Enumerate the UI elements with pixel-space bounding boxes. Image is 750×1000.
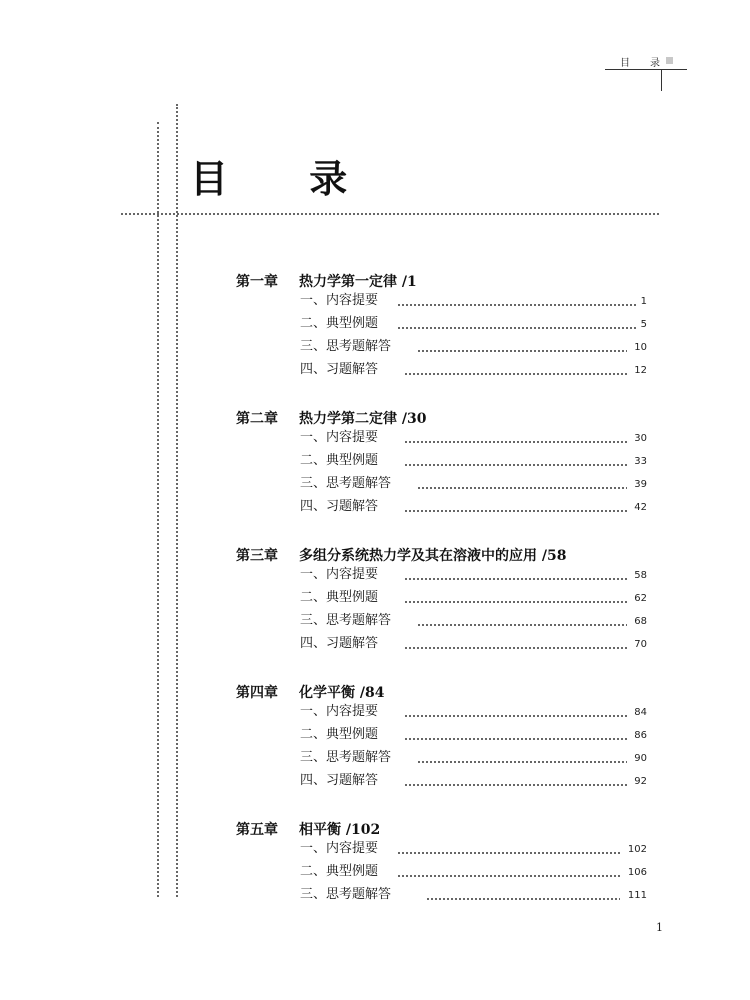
chapter-number: 第四章 [236,685,278,701]
chapter-number: 第一章 [236,274,278,290]
toc-entry-page: 92 [634,776,647,787]
toc-entry-label: 三、思考题解答 [300,750,392,765]
chapter-heading[interactable] [236,682,384,702]
toc-entry-page: 39 [634,479,647,490]
toc-entry-label: 四、习题解答 [300,773,379,788]
dot-leader [417,338,627,356]
toc-entry-label: 一、内容提要 [300,430,379,445]
chapter-title: 热力学第二定律 /30 [299,411,427,427]
toc-entry-label: 三、思考题解答 [300,613,392,628]
toc-entry-label: 四、习题解答 [300,636,379,651]
dot-leader [404,566,627,584]
dot-leader [426,886,620,904]
toc-entry-page: 106 [627,867,647,878]
toc-entry-label: 四、习题解答 [300,499,379,514]
dot-leader [404,429,627,447]
dot-leader [404,726,627,744]
toc-entry-page: 1 [640,296,647,307]
toc-entry-page: 90 [634,753,647,764]
dot-leader [404,703,627,721]
chapter-title: 多组分系统热力学及其在溶液中的应用 /58 [299,548,567,564]
dot-leader [397,863,620,881]
chapter-number: 第五章 [236,822,278,838]
toc-entry-label: 三、思考题解答 [300,339,392,354]
header-rule [605,69,687,70]
dot-leader [404,498,627,516]
chapter-title: 热力学第一定律 /1 [299,274,417,290]
toc-entry-page: 86 [634,730,647,741]
toc-entry-page: 33 [634,456,647,467]
toc-entry-label: 二、典型例题 [300,316,379,331]
dot-leader [397,292,637,310]
toc-entry-label: 二、典型例题 [300,727,379,742]
dotted-vertical-line-outer [157,122,159,897]
dotted-vertical-line-inner [176,104,178,897]
dotted-horizontal-line [121,213,659,215]
running-header-right: 录 [650,58,660,69]
chapter-number: 第三章 [236,548,278,564]
dot-leader [417,612,627,630]
dot-leader [404,361,627,379]
chapter-title: 相平衡 /102 [299,822,381,838]
toc-entry-label: 一、内容提要 [300,704,379,719]
toc-entry-page: 30 [634,433,647,444]
toc-entry-label: 二、典型例题 [300,590,379,605]
toc-entry-page: 42 [634,502,647,513]
running-header-left: 目 [620,58,630,69]
chapter-heading[interactable] [236,271,417,291]
page-number: 1 [656,921,663,934]
dot-leader [397,315,637,333]
toc-entry-page: 102 [627,844,647,855]
chapter-heading[interactable] [236,408,426,428]
page-title: 目 录 [190,156,382,201]
toc-entry-label: 一、内容提要 [300,567,379,582]
toc-entry-label: 二、典型例题 [300,453,379,468]
toc-entry-label: 三、思考题解答 [300,887,392,902]
square-marker-icon [666,57,673,64]
toc-entry-label: 三、思考题解答 [300,476,392,491]
toc-entry-page: 58 [634,570,647,581]
dot-leader [404,589,627,607]
chapter-heading[interactable] [236,819,380,839]
chapter-number: 第二章 [236,411,278,427]
dot-leader [404,452,627,470]
toc-entry-page: 84 [634,707,647,718]
chapter-heading[interactable] [236,545,566,565]
toc-entry-page: 111 [627,890,647,901]
toc-entry-page: 10 [634,342,647,353]
dot-leader [417,749,627,767]
header-vertical-rule [661,69,662,91]
toc-entry-page: 5 [640,319,647,330]
toc-entry-label: 一、内容提要 [300,293,379,308]
dot-leader [404,635,627,653]
toc-entry-page: 12 [634,365,647,376]
toc-entry-label: 一、内容提要 [300,841,379,856]
chapter-title: 化学平衡 /84 [299,685,385,701]
toc-entry-label: 四、习题解答 [300,362,379,377]
dot-leader [417,475,627,493]
toc-entry-label: 二、典型例题 [300,864,379,879]
dot-leader [404,772,627,790]
toc-entry-page: 62 [634,593,647,604]
dot-leader [397,840,620,858]
toc-entry-page: 70 [634,639,647,650]
toc-entry-page: 68 [634,616,647,627]
